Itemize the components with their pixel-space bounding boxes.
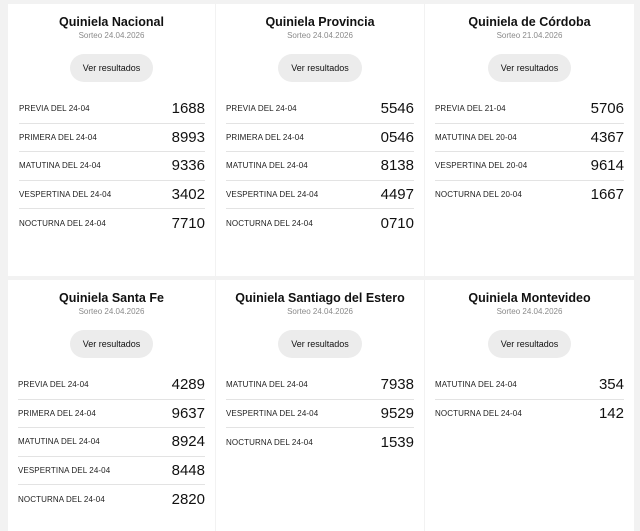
result-value: 7938 (380, 376, 414, 394)
result-value: 5706 (590, 100, 624, 118)
result-value: 8138 (380, 157, 414, 175)
result-label: MATUTINA DEL 24-04 (19, 161, 101, 171)
result-label: PRIMERA DEL 24-04 (226, 132, 304, 142)
card-quiniela-nacional (8, 4, 215, 276)
result-row (435, 95, 624, 124)
result-row (19, 95, 205, 124)
ver-resultados-button[interactable]: Ver resultados (70, 54, 154, 82)
card-date: Sorteo 24.04.2026 (78, 307, 145, 316)
result-value: 0710 (380, 214, 414, 232)
result-label: VESPERTINA DEL 24-04 (226, 408, 319, 418)
result-row (435, 400, 624, 429)
result-value: 9637 (171, 404, 205, 422)
result-value: 2820 (171, 490, 205, 508)
card-quiniela-montevideo (425, 280, 634, 531)
results-list (216, 371, 424, 457)
result-row (226, 209, 414, 238)
ver-resultados-button[interactable]: Ver resultados (488, 330, 572, 358)
result-row (226, 152, 414, 181)
result-label: VESPERTINA DEL 24-04 (19, 189, 112, 199)
result-label: NOCTURNA DEL 24-04 (435, 409, 522, 419)
result-row (19, 181, 205, 210)
result-label: MATUTINA DEL 24-04 (226, 380, 308, 390)
result-value: 7710 (171, 214, 205, 232)
result-value: 354 (598, 376, 624, 394)
ver-resultados-button[interactable]: Ver resultados (278, 54, 362, 82)
result-label: PREVIA DEL 24-04 (19, 104, 90, 114)
card-date: Sorteo 24.04.2026 (287, 307, 353, 316)
result-value: 4289 (171, 376, 205, 394)
ver-resultados-button[interactable]: Ver resultados (70, 330, 154, 358)
result-label: PRIMERA DEL 24-04 (18, 408, 96, 418)
result-value: 8448 (171, 461, 205, 479)
ver-resultados-button[interactable]: Ver resultados (488, 54, 572, 82)
result-value: 4497 (380, 185, 414, 203)
result-label: VESPERTINA DEL 24-04 (18, 465, 111, 475)
card-title: Quiniela de Córdoba (468, 15, 591, 29)
result-value: 1539 (380, 433, 414, 451)
card-title: Quiniela Nacional (59, 15, 164, 29)
card-date: Sorteo 24.04.2026 (496, 307, 563, 316)
result-row (226, 371, 414, 400)
result-label: PRIMERA DEL 24-04 (19, 132, 97, 142)
result-label: NOCTURNA DEL 24-04 (18, 494, 105, 504)
result-value: 9336 (171, 157, 205, 175)
card-title: Quiniela Provincia (265, 15, 375, 29)
result-row (435, 124, 624, 153)
result-row (226, 400, 414, 429)
result-value: 8993 (171, 128, 205, 146)
result-value: 4367 (590, 128, 624, 146)
card-quiniela-provincia (216, 4, 424, 276)
result-label: NOCTURNA DEL 20-04 (435, 190, 522, 200)
result-row (18, 428, 205, 457)
result-value: 1667 (590, 186, 624, 204)
card-date: Sorteo 21.04.2026 (496, 31, 563, 40)
result-row (19, 124, 205, 153)
results-list (216, 95, 424, 238)
results-grid (0, 4, 640, 531)
result-label: VESPERTINA DEL 24-04 (226, 189, 319, 199)
result-label: NOCTURNA DEL 24-04 (19, 218, 106, 228)
result-row (19, 209, 205, 238)
results-list (425, 95, 634, 209)
result-row (19, 152, 205, 181)
card-quiniela-santa-fe (8, 280, 215, 531)
result-value: 142 (598, 405, 624, 423)
result-row (18, 400, 205, 429)
card-title: Quiniela Montevideo (468, 291, 591, 305)
result-value: 9614 (590, 157, 624, 175)
card-date: Sorteo 24.04.2026 (78, 31, 145, 40)
result-row (226, 95, 414, 124)
result-row (18, 457, 205, 486)
result-value: 1688 (171, 100, 205, 118)
result-value: 0546 (380, 128, 414, 146)
results-list (8, 95, 215, 238)
result-label: PREVIA DEL 24-04 (18, 380, 89, 390)
result-label: MATUTINA DEL 24-04 (435, 380, 517, 390)
result-label: PREVIA DEL 21-04 (435, 104, 506, 114)
result-label: MATUTINA DEL 24-04 (18, 437, 100, 447)
results-list (425, 371, 634, 428)
result-row (18, 371, 205, 400)
result-label: MATUTINA DEL 20-04 (435, 132, 517, 142)
card-quiniela-cordoba (425, 4, 634, 276)
result-label: NOCTURNA DEL 24-04 (226, 218, 313, 228)
result-value: 8924 (171, 433, 205, 451)
result-row (435, 181, 624, 210)
result-row (226, 181, 414, 210)
result-label: PREVIA DEL 24-04 (226, 104, 297, 114)
result-row (18, 485, 205, 514)
result-row (226, 124, 414, 153)
result-value: 3402 (171, 185, 205, 203)
card-title: Quiniela Santiago del Estero (235, 291, 405, 305)
result-label: NOCTURNA DEL 24-04 (226, 437, 313, 447)
result-row (435, 152, 624, 181)
card-quiniela-santiago-del-estero (216, 280, 424, 531)
result-row (226, 428, 414, 457)
result-value: 5546 (380, 100, 414, 118)
result-label: VESPERTINA DEL 20-04 (435, 161, 528, 171)
result-value: 9529 (380, 404, 414, 422)
card-title: Quiniela Santa Fe (59, 291, 164, 305)
result-label: MATUTINA DEL 24-04 (226, 161, 308, 171)
results-list (8, 371, 215, 514)
result-row (435, 371, 624, 400)
card-date: Sorteo 24.04.2026 (287, 31, 353, 40)
ver-resultados-button[interactable]: Ver resultados (278, 330, 362, 358)
